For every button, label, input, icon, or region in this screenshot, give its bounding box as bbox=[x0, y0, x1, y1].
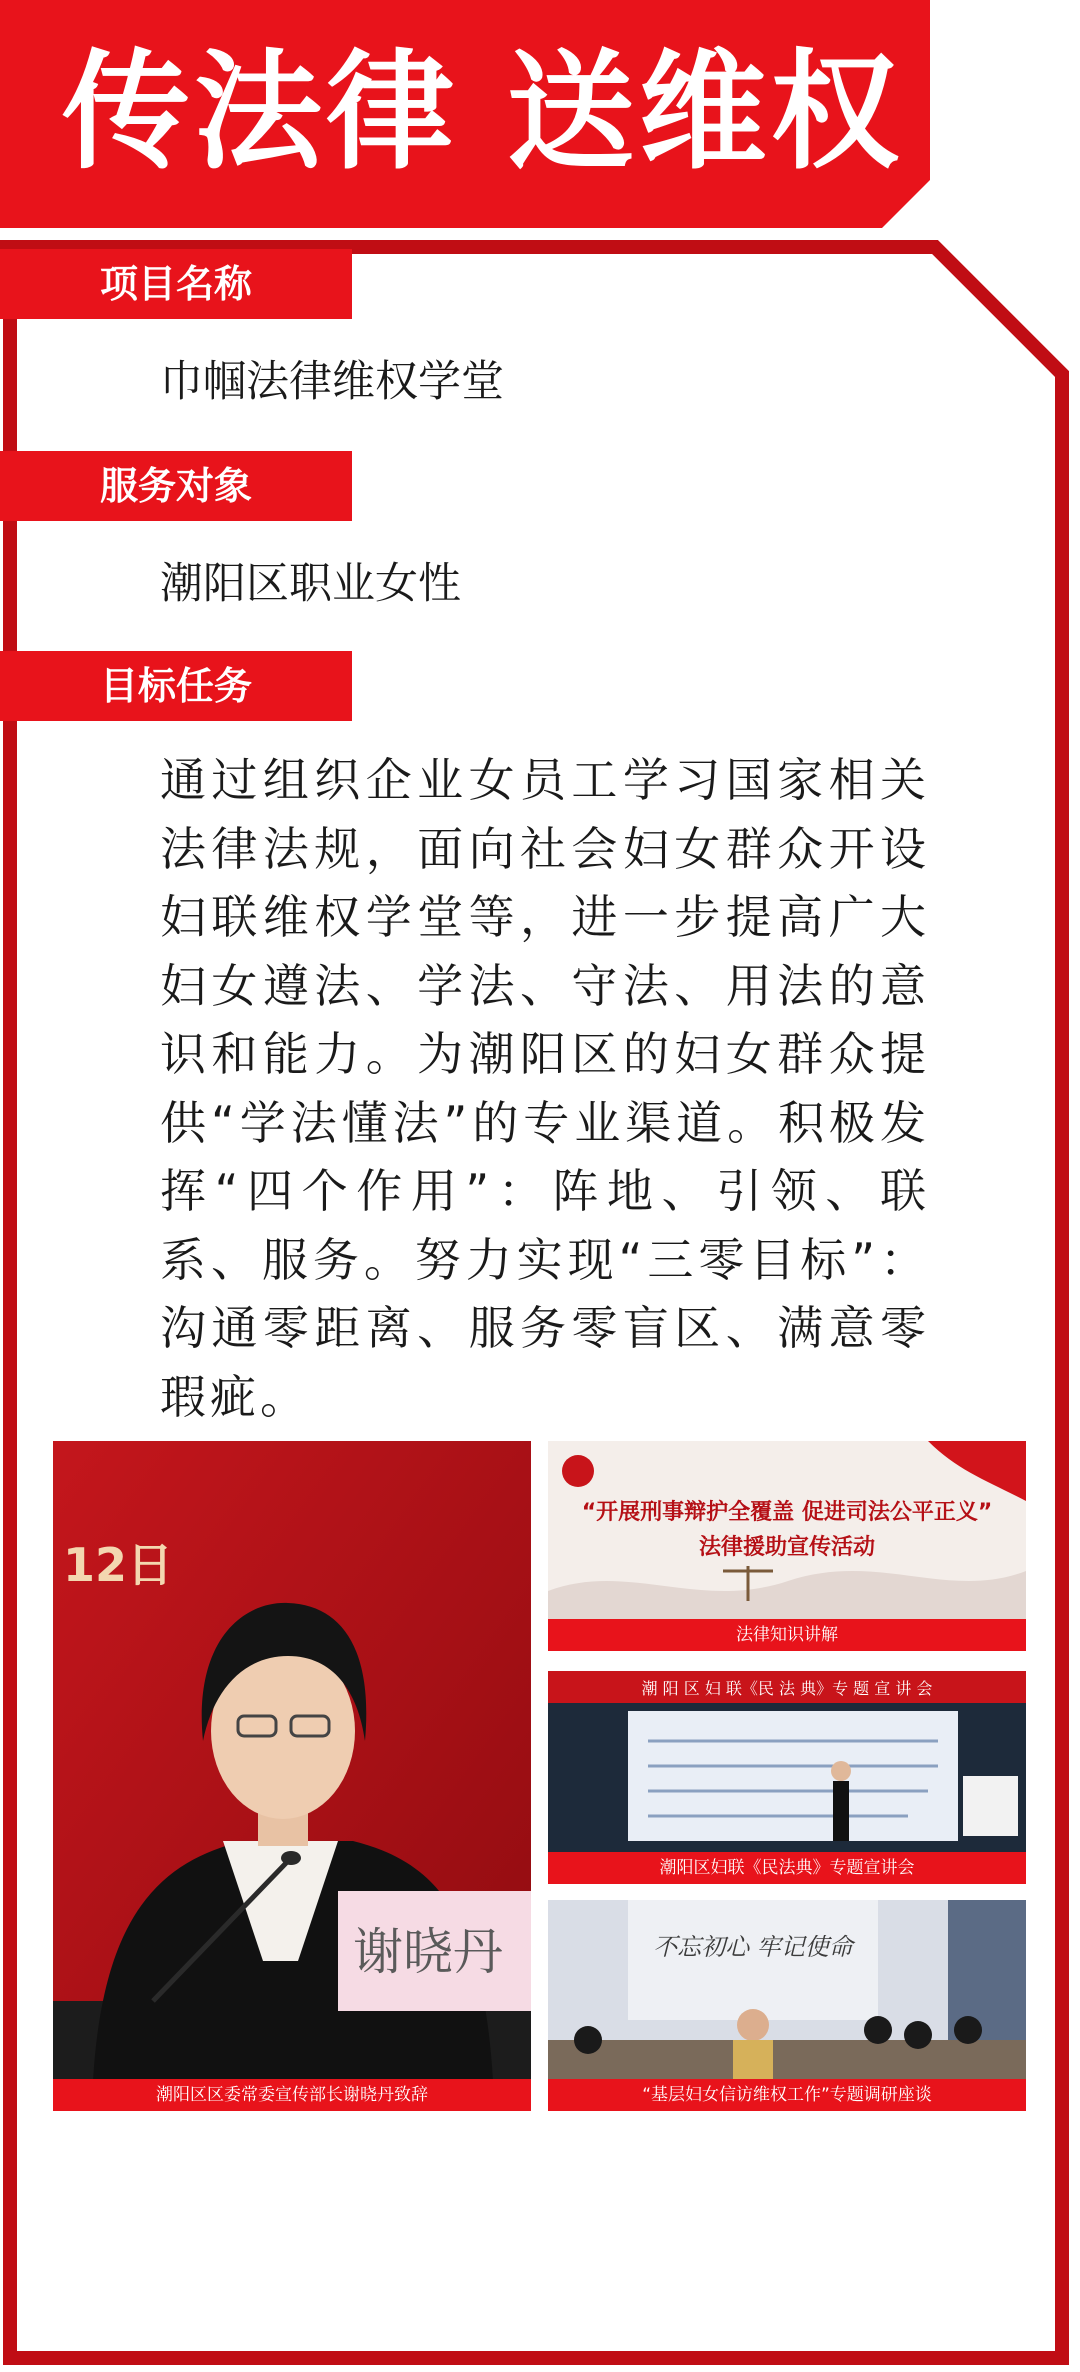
section-tab-goals bbox=[0, 651, 352, 721]
section-tab-project-name bbox=[0, 249, 352, 319]
photo-caption: 潮阳区区委常委宣传部长谢晓丹致辞 bbox=[53, 2079, 531, 2111]
goals-paragraph: 通过组织企业女员工学习国家相关法律法规，面向社会妇女群众开设妇联维权学堂等，进一步提高广大妇女遵法、学法、守法、用法的意识和能力。为潮阳区的妇女群众提供“学法懂法”的专业渠道。积极发挥“四个作用”：阵地、引领、联系、服务。努力实现“三零目标”：沟通零距离、服务零盲区、满意零瑕疵。 bbox=[160, 753, 930, 1424]
service-target-text: 潮阳区职业女性 bbox=[160, 559, 461, 609]
page-title: 传法律 送维权 bbox=[62, 38, 903, 187]
section-heading: 服务对象 bbox=[100, 464, 253, 508]
screen-text: 不忘初心 牢记使命 bbox=[653, 1933, 853, 1961]
photo-caption: “基层妇女信访维权工作”专题调研座谈 bbox=[548, 2079, 1026, 2111]
banner-line1: “开展刑事辩护全覆盖 促进司法公平正义” bbox=[581, 1500, 993, 1525]
photo-petition-seminar bbox=[548, 1900, 1026, 2111]
photo-speaker bbox=[53, 1441, 531, 2111]
backdrop-text: 12日 bbox=[63, 1538, 174, 1592]
photo-civil-code-lecture bbox=[548, 1671, 1026, 1884]
photo-caption: 潮阳区妇联《民法典》专题宣讲会 bbox=[548, 1852, 1026, 1884]
lecture-banner: 潮 阳 区 妇 联《民 法 典》专 题 宣 讲 会 bbox=[641, 1679, 933, 1698]
photo-caption: 法律知识讲解 bbox=[548, 1619, 1026, 1651]
section-tab-service-target bbox=[0, 451, 352, 521]
photo-legal-knowledge bbox=[548, 1441, 1026, 1651]
photo-speaker-image bbox=[53, 1441, 531, 2111]
banner-line2: 法律援助宣传活动 bbox=[698, 1535, 876, 1560]
section-heading: 项目名称 bbox=[100, 262, 253, 306]
project-name-text: 巾帼法律维权学堂 bbox=[160, 357, 504, 407]
section-heading: 目标任务 bbox=[100, 664, 253, 708]
nameplate-text: 谢晓丹 bbox=[353, 1923, 503, 1981]
